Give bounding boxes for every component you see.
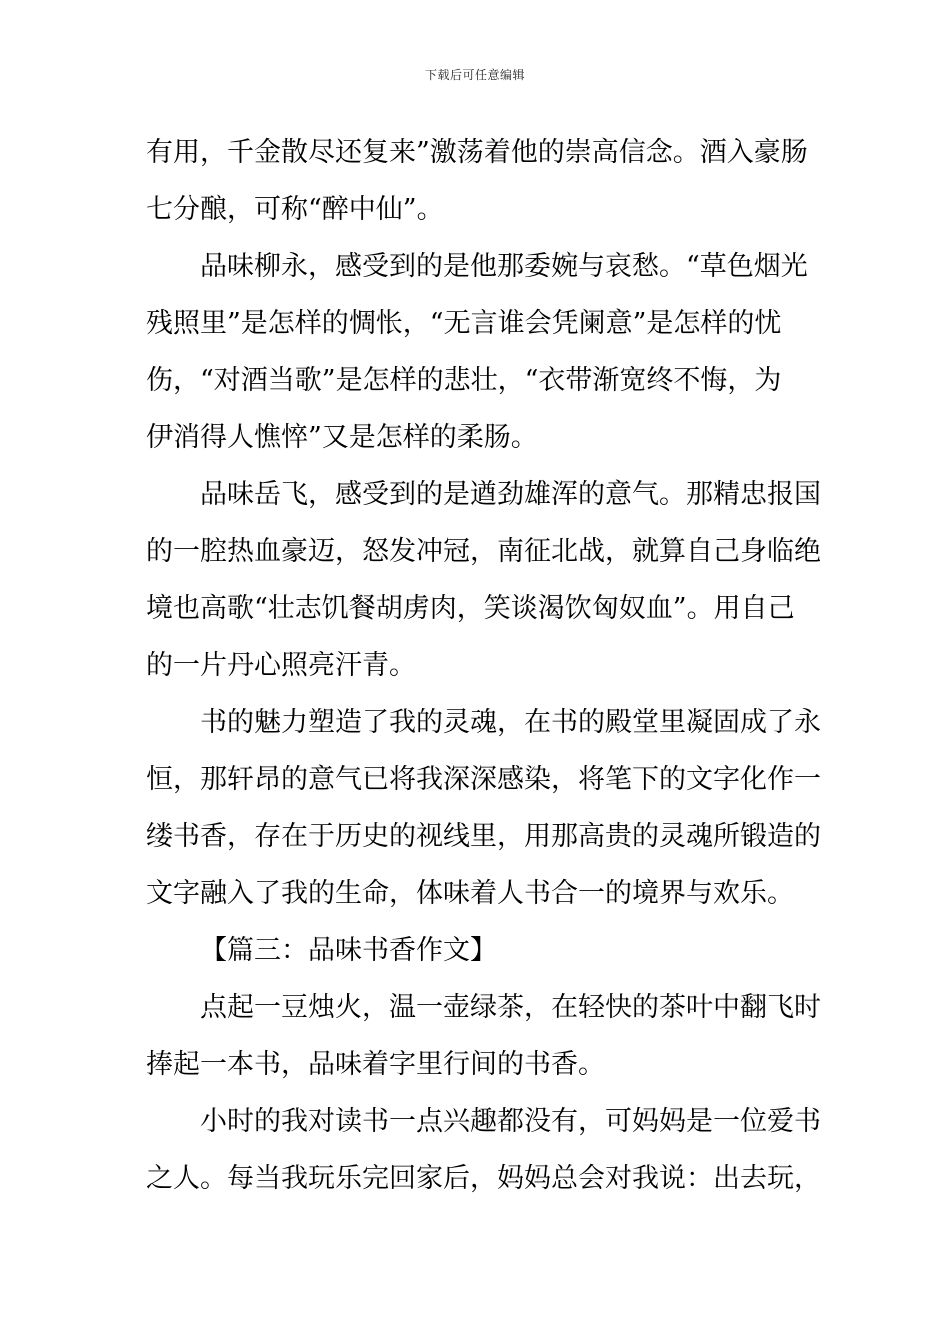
text-line: 捧起一本书，品味着字里行间的书香。 <box>146 1049 605 1080</box>
document-body <box>146 124 821 1207</box>
text-line: 残照里”是怎样的惆怅，“无言谁会凭阑意”是怎样的忧 <box>146 308 782 339</box>
text-line: 有用，千金散尽还复来”激荡着他的崇高信念。酒入豪肠 <box>146 137 808 168</box>
paragraph-6 <box>146 979 821 1093</box>
text-line: 之人。每当我玩乐完回家后，妈妈总会对我说：出去玩， <box>146 1163 821 1194</box>
text-line: 点起一豆烛火，温一壶绿茶，在轻快的茶叶中翻飞时 <box>200 992 821 1023</box>
text-line: 书的魅力塑造了我的灵魂，在书的殿堂里凝固成了永 <box>200 707 821 738</box>
text-line: 恒，那轩昂的意气已将我深深感染，将笔下的文字化作一 <box>146 764 821 795</box>
paragraph-1 <box>146 124 808 238</box>
text-line: 品味柳永，感受到的是他那委婉与哀愁。“草色烟光 <box>200 251 808 282</box>
text-line: 品味岳飞，感受到的是遒劲雄浑的意气。那精忠报国 <box>200 479 821 510</box>
text-line: 小时的我对读书一点兴趣都没有，可妈妈是一位爱书 <box>200 1106 821 1137</box>
text-line: 伤，“对酒当歌”是怎样的悲壮，“衣带渐宽终不悔，为 <box>146 365 782 396</box>
paragraph-4 <box>146 694 821 922</box>
text-line: 的一腔热血豪迈，怒发冲冠，南征北战，就算自己身临绝 <box>146 536 821 567</box>
text-line: 伊消得人憔悴”又是怎样的柔肠。 <box>146 422 538 453</box>
text-line: 境也高歌“壮志饥餐胡虏肉，笑谈渴饮匈奴血”。用自己 <box>146 593 795 624</box>
text-line: 文字融入了我的生命，体味着人书合一的境界与欢乐。 <box>146 878 794 909</box>
paragraph-3 <box>146 466 821 694</box>
text-line: 的一片丹心照亮汗青。 <box>146 650 416 681</box>
text-line: 七分酿，可称“醉中仙”。 <box>146 194 444 225</box>
section-heading <box>146 922 808 979</box>
page-header: 下载后可任意编辑 <box>424 68 525 82</box>
section-heading-text: 【篇三：品味书香作文】 <box>200 935 497 966</box>
paragraph-2 <box>146 238 808 466</box>
text-line: 缕书香，存在于历史的视线里，用那高贵的灵魂所锻造的 <box>146 821 821 852</box>
paragraph-7 <box>146 1093 821 1207</box>
